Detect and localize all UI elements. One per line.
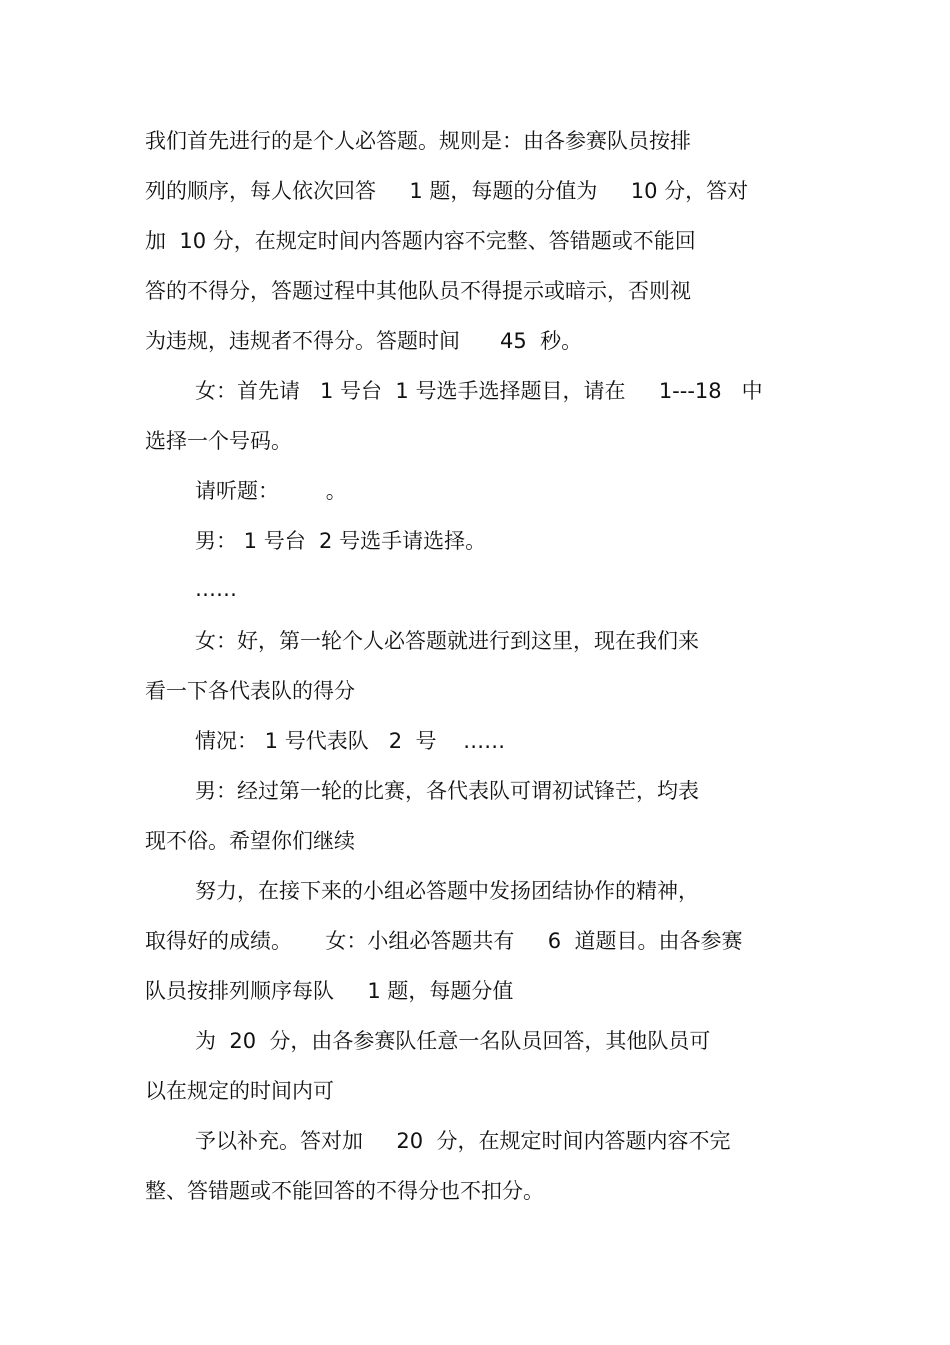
text-line: 以在规定的时间内可 — [145, 1079, 334, 1103]
text-line: 现不俗。希望你们继续 — [145, 829, 355, 853]
text-line: 予以补充。答对加 20 分，在规定时间内答题内容不完 — [195, 1129, 731, 1153]
text-line: 情况： 1 号代表队 2 号 …… — [195, 729, 506, 753]
text-line: 女：首先请 1 号台 1 号选手选择题目，请在 1---18 中 — [195, 379, 763, 403]
text-line: 请听题： 。 — [195, 479, 347, 503]
text-line: 为违规，违规者不得分。答题时间 45 秒。 — [145, 329, 583, 353]
text-line: 整、答错题或不能回答的不得分也不扣分。 — [145, 1179, 544, 1203]
text-line: 女：好，第一轮个人必答题就进行到这里，现在我们来 — [195, 629, 699, 653]
text-line: 加 10 分，在规定时间内答题内容不完整、答错题或不能回 — [145, 229, 696, 253]
text-line: 我们首先进行的是个人必答题。规则是：由各参赛队员按排 — [145, 129, 691, 153]
text-line: 选择一个号码。 — [145, 429, 292, 453]
text-line: 看一下各代表队的得分 — [145, 679, 355, 703]
text-line: 取得好的成绩。 女：小组必答题共有 6 道题目。由各参赛 — [145, 929, 743, 953]
text-line: 男：经过第一轮的比赛，各代表队可谓初试锋芒，均表 — [195, 779, 699, 803]
text-line: 男： 1 号台 2 号选手请选择。 — [195, 529, 487, 553]
text-line: 队员按排列顺序每队 1 题，每题分值 — [145, 979, 514, 1003]
text-line: 努力，在接下来的小组必答题中发扬团结协作的精神， — [195, 879, 699, 903]
text-line: 为 20 分，由各参赛队任意一名队员回答，其他队员可 — [195, 1029, 711, 1053]
text-line: 答的不得分，答题过程中其他队员不得提示或暗示，否则视 — [145, 279, 691, 303]
text-line: …… — [195, 577, 237, 601]
text-line: 列的顺序，每人依次回答 1 题，每题的分值为 10 分，答对 — [145, 179, 749, 203]
